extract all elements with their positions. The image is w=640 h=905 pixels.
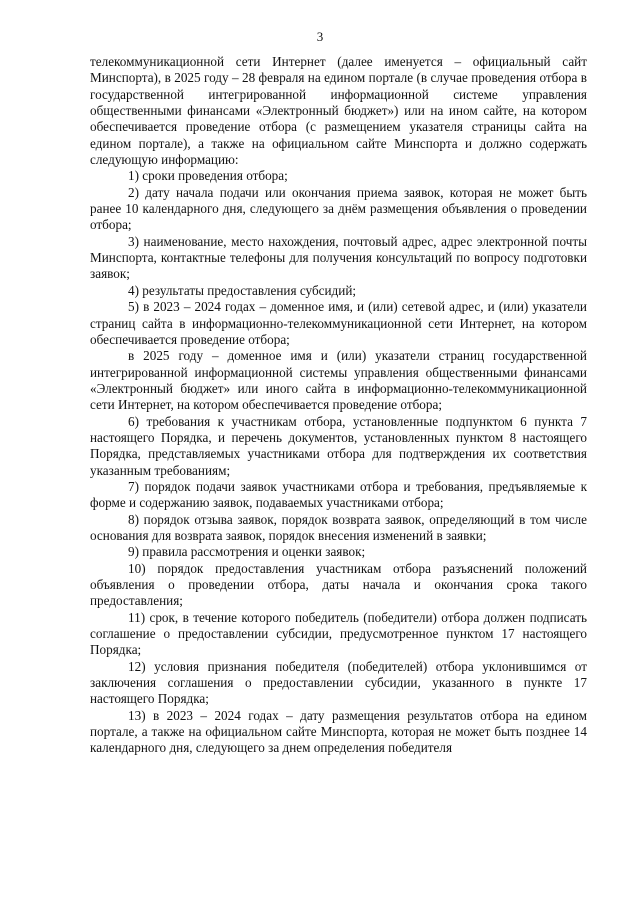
list-item-7: 7) порядок подачи заявок участниками отбора и требования, предъявляемые к форме и содержанию заявок, подаваемых участниками отбора;	[90, 478, 587, 511]
list-item-8: 8) порядок отзыва заявок, порядок возврата заявок, определяющий в том числе основания для возврата заявок, порядок внесения изменений в заявки;	[90, 511, 587, 543]
list-item-3: 3) наименование, место нахождения, почтовый адрес, адрес электронной почты Минспорта, контактные телефоны для получения консультаций по вопросу подготовки заявок;	[90, 233, 587, 282]
list-item-5: 5) в 2023 – 2024 годах – доменное имя, и (или) сетевой адрес, и (или) указатели страниц сайта в информационно-телекоммуникационной сети Интернет, на котором обеспечивается проведение отбора;	[90, 299, 587, 347]
list-item-10: 10) порядок предоставления участникам отбора разъяснений положений объявления о проведении отбора, даты начала и окончания срока такого предоставления;	[90, 560, 587, 609]
list-item-5-continued: в 2025 году – доменное имя и (или) указатели страниц государственной интегрированной информационной системы управления общественными финансами «Электронный бюджет» или иного сайта в информационно-телекоммуникационной сети Интернет, на котором обеспечивается проведение отбора;	[90, 348, 587, 413]
list-item-4: 4) результаты предоставления субсидий;	[128, 282, 357, 298]
list-item-6: 6) требования к участникам отбора, установленные подпунктом 6 пункта 7 настоящего Порядка, и перечень документов, установленных пунктом 8 настоящего Порядка, представляемых участниками отбора для подтверждения их соответствия указанным требованиям;	[90, 413, 587, 478]
document-body	[90, 54, 587, 757]
list-item-11: 11) срок, в течение которого победитель (победители) отбора должен подписать соглашение о предоставлении субсидии, предусмотренное пунктом 17 настоящего Порядка;	[90, 609, 587, 658]
list-item-1: 1) сроки проведения отбора;	[128, 168, 288, 184]
list-item-2: 2) дату начала подачи или окончания приема заявок, которая не может быть ранее 10 календарного дня, следующего за днём размещения объявления о проведении отбора;	[90, 184, 587, 233]
page-number: 3	[316, 29, 324, 44]
paragraph-continuation: телекоммуникационной сети Интернет (далее именуется – официальный сайт Минспорта), в 2025 году – 28 февраля на едином портале (в случае проведения отбора в государственной интегрированной информационной системе управления общественными финансами «Электронный бюджет») или на ином сайте, на котором обеспечивается проведение отбора (с размещением указателя страницы сайта на едином портале), а также на официальном сайте Минспорта и должно содержать следующую информацию:	[90, 54, 587, 168]
list-item-9: 9) правила рассмотрения и оценки заявок;	[128, 544, 366, 560]
list-item-13: 13) в 2023 – 2024 годах – дату размещения результатов отбора на едином портале, а также на официальном сайте Минспорта, которая не может быть позднее 14 календарного дня, следующего за днем определения победителя	[90, 707, 587, 756]
list-item-12: 12) условия признания победителя (победителей) отбора уклонившимся от заключения соглашения о предоставлении субсидии, указанного в пункте 17 настоящего Порядка;	[90, 658, 587, 707]
